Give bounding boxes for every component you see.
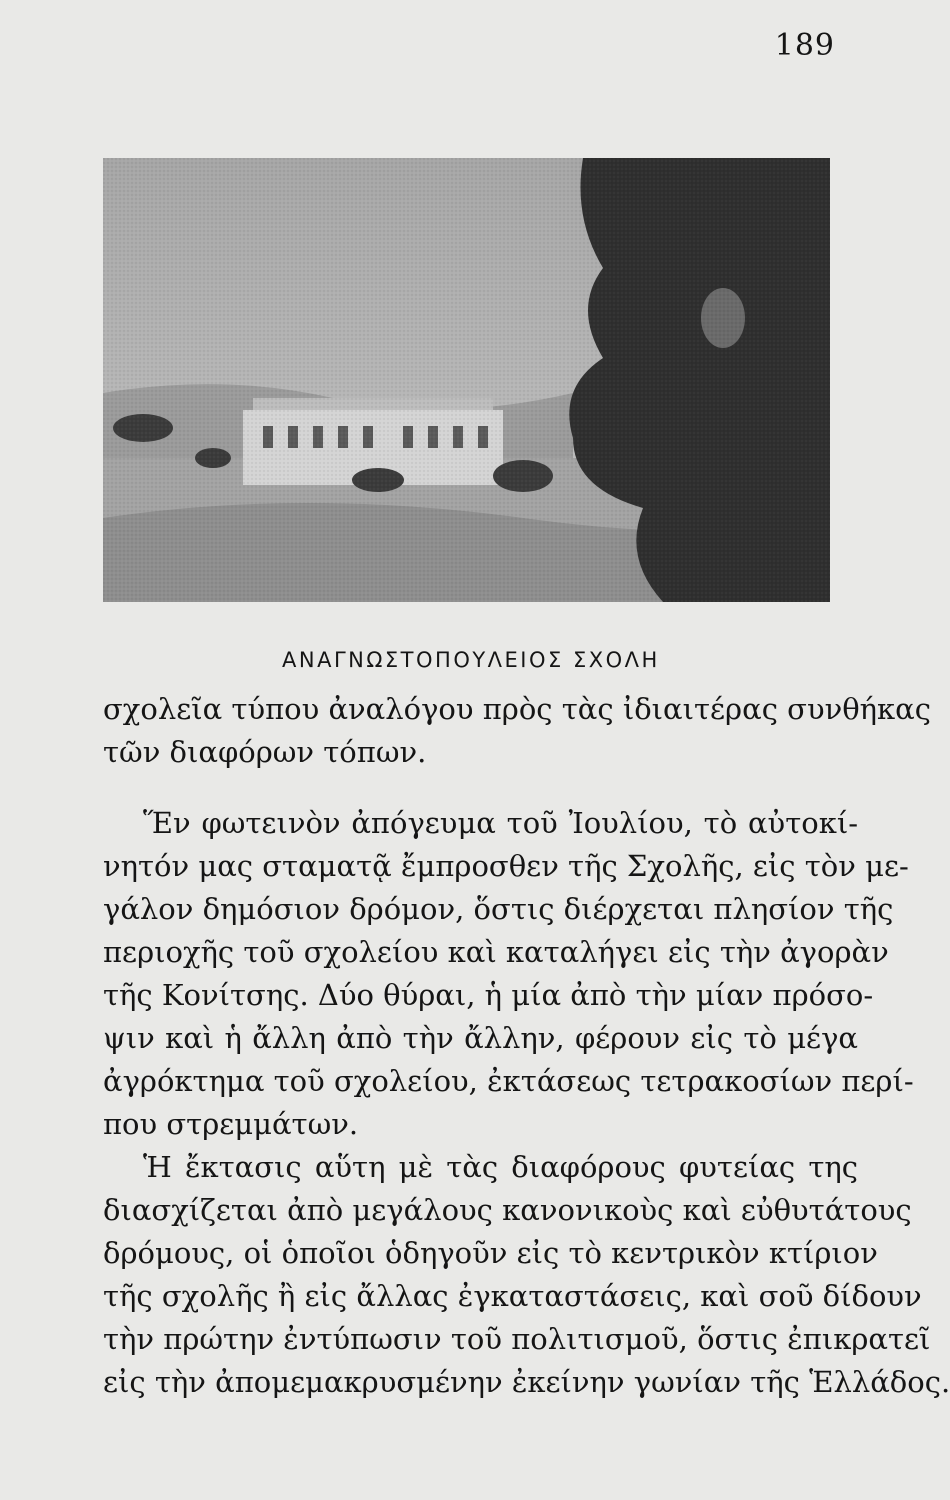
page-number: 189 xyxy=(774,28,835,63)
text-line: Ἡ ἔκτασις αὕτη μὲ τὰς διαφόρους φυτείας της xyxy=(143,1150,858,1184)
text-line: γάλον δημόσιον δρόμον, ὅστις διέρχεται πλησίον τῆς xyxy=(103,892,894,926)
text-line: τῶν διαφόρων τόπων. xyxy=(103,735,427,769)
text-line: εἰς τὴν ἀπομεμακρυσμένην ἐκείνην γωνίαν τῆς Ἑλλάδος. xyxy=(103,1365,950,1399)
text-line: Ἕν φωτεινὸν ἀπόγευμα τοῦ Ἰουλίου, τὸ αὐτοκί- xyxy=(143,806,858,840)
text-line: ψιν καὶ ἡ ἄλλη ἀπὸ τὴν ἄλλην, φέρουν εἰς τὸ μέγα xyxy=(103,1021,858,1055)
text-line: ἀγρόκτημα τοῦ σχολείου, ἐκτάσεως τετρακοσίων περί- xyxy=(103,1064,914,1098)
text-line: διασχίζεται ἀπὸ μεγάλους κανονικοὺς καὶ εὐθυτάτους xyxy=(103,1193,912,1227)
text-line: νητόν μας σταματᾷ ἔμπροσθεν τῆς Σχολῆς, εἰς τὸν με- xyxy=(103,849,909,883)
text-line: σχολεῖα τύπου ἀναλόγου πρὸς τὰς ἰδιαιτέρας συνθήκας xyxy=(103,692,931,726)
text-line: δρόμους, οἱ ὁποῖοι ὁδηγοῦν εἰς τὸ κεντρικὸν κτίριον xyxy=(103,1236,878,1270)
text-line: τῆς Κονίτσης. Δύο θύραι, ἡ μία ἀπὸ τὴν μίαν πρόσο- xyxy=(103,978,874,1012)
text-line: που στρεμμάτων. xyxy=(103,1107,359,1141)
text-line: περιοχῆς τοῦ σχολείου καὶ καταλήγει εἰς τὴν ἀγορὰν xyxy=(103,935,889,969)
school-photo-illustration xyxy=(103,158,830,602)
text-line: τῆς σχολῆς ἢ εἰς ἄλλας ἐγκαταστάσεις, καὶ σοῦ δίδουν xyxy=(103,1279,922,1313)
text-line: τὴν πρώτην ἐντύπωσιν τοῦ πολιτισμοῦ, ὅστις ἐπικρατεῖ xyxy=(103,1322,931,1356)
school-photograph xyxy=(103,158,830,602)
photo-caption: ΑΝΑΓΝΩΣΤΟΠΟΥΛΕΙΟΣ ΣΧΟΛΗ xyxy=(282,648,660,672)
body-text xyxy=(103,688,950,1404)
